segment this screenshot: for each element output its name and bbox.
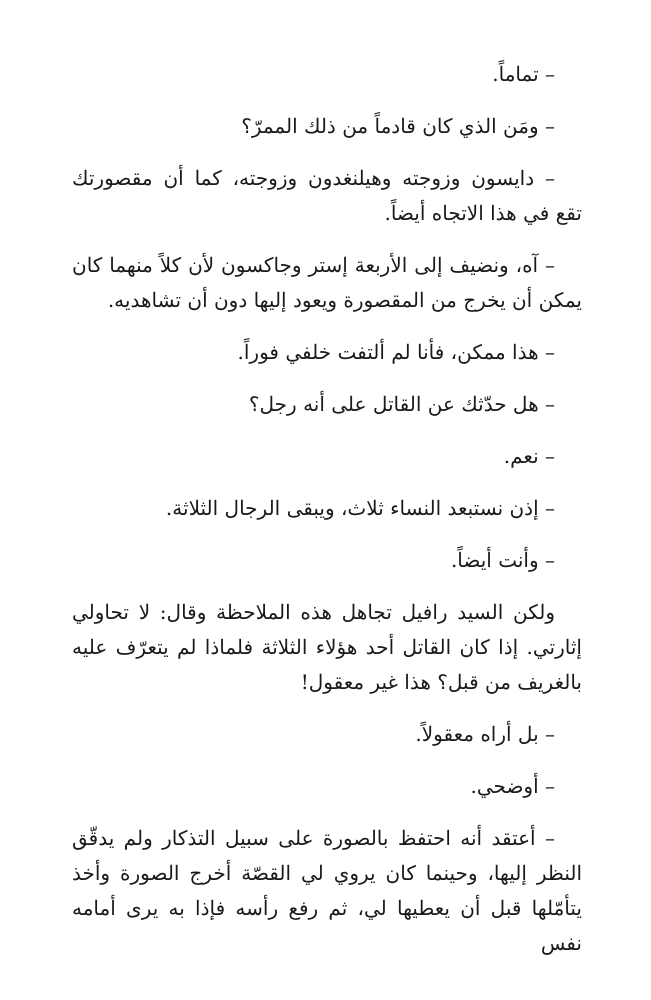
book-page-text: [72, 57, 582, 961]
dialogue-line: – إذن نستبعد النساء ثلاث، ويبقى الرجال الثلاثة.: [165, 496, 555, 520]
dialogue-line: – هذا ممكن، فأنا لم ألتفت خلفي فوراً.: [237, 340, 555, 364]
dialogue-line: – أعتقد أنه احتفظ بالصورة على سبيل التذكار ولم يدقّق النظر إليها، وحينما كان يروي لي القصّة أخرج الصورة وأخذ يتأمّلها قبل أن يعطيها لي، ثم رفع رأسه فإذا به يرى أمامه نفس: [72, 826, 582, 955]
dialogue-line: – بل أراه معقولاً.: [415, 722, 555, 746]
dialogue-line: – تماماً.: [492, 62, 555, 86]
dialogue-line: – نعم.: [503, 444, 555, 468]
dialogue-line: – دايسون وزوجته وهيلنغدون وزوجته، كما أن مقصورتك تقع في هذا الاتجاه أيضاً.: [72, 166, 582, 225]
dialogue-line: – آه، ونضيف إلى الأربعة إستر وجاكسون لأن كلاً منهما كان يمكن أن يخرج من المقصورة ويعود إليها دون أن تشاهديه.: [72, 253, 582, 312]
dialogue-line: – ومَن الذي كان قادماً من ذلك الممرّ؟: [241, 114, 555, 138]
dialogue-line: – هل حدّثك عن القاتل على أنه رجل؟: [248, 392, 555, 416]
dialogue-line: – أوضحي.: [470, 774, 555, 798]
dialogue-line: – وأنت أيضاً.: [450, 548, 555, 572]
narration-paragraph: ولكن السيد رافيل تجاهل هذه الملاحظة وقال: لا تحاولي إثارتي. إذا كان القاتل أحد هؤلاء الثلاثة فلماذا لم يتعرّف عليه بالغريف من قبل؟ هذا غير معقول!: [72, 600, 582, 694]
